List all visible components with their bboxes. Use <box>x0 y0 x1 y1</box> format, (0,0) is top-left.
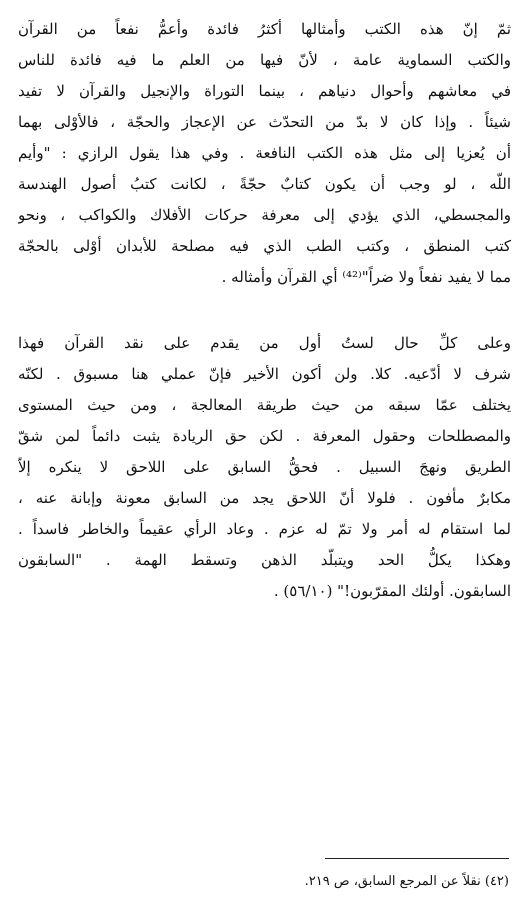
text-line: الطريق ونهجَ السبيل . فحقُّ السابق على اللاحق لا ينكره إلاّ <box>18 458 511 476</box>
paragraph-2 <box>18 328 511 607</box>
text-line: وهكذا يكلُّ الحد ويتبلّد الذهن وتسقط الهمة . "السابقون <box>18 551 511 569</box>
text-line: شرف لا أدّعيه. كلا. ولن أكون الأخير فإنّ عملي هنا مسبوق . لكنّه <box>18 365 511 383</box>
text-line: يختلف عمّا سبقه من حيث طريقة المعالجة ، ومن حيث المستوى <box>18 396 511 414</box>
text-line: السابقون. أولئك المقرّبون!" (٥٦/١٠) . <box>273 582 511 600</box>
text-line: والمجسطي، الذي يؤدي إلى معرفة حركات الأفلاك والكواكب ، ونحو <box>18 206 511 224</box>
text-line: اللّه ، لو وجب أن يكون كتابٌ حجّةً ، لكانت كتبُ أصول الهندسة <box>18 175 511 193</box>
text-line: في معاشهم وأحوال دنياهم ، بينما التوراة والإنجيل والقرآن لا تفيد <box>18 82 511 100</box>
paragraph-1 <box>18 14 511 293</box>
text-line: والمصطلحات وحقول المعرفة . لكن حق الريادة يثبت دائماً لمن شقّ <box>18 427 511 445</box>
text-line: وعلى كلِّ حال لستُ أول من يقدم على نقد القرآن فهذا <box>18 334 511 352</box>
text-line: كتب المنطق ، وكتب الطب الذي فيه مصلحة للأبدان أوْلى بالحجّة <box>18 237 511 255</box>
text-line: والكتب السماوية عامة ، لأنّ فيها من العلم ما فيه فائدة للناس <box>18 51 511 69</box>
text-line: أن يُعزيا إلى مثل هذه الكتب النافعة . وفي هذا يقول الرازي : "وأيم <box>18 144 511 162</box>
text-line: شيئاً . وإذا كان لا بدّ من التحدّث عن الإعجاز والحجّة ، فالأوْلى بهما <box>18 113 511 131</box>
footnote-divider <box>325 858 509 859</box>
text-line: مكابرٌ مأفون . فلولا أنّ اللاحق يجد من السابق معونة وإبانة عنه ، <box>18 489 511 507</box>
text-line: ثمّ إنّ هذه الكتب وأمثالها أكثرُ فائدة وأعمُّ نفعاً من القرآن <box>18 20 511 38</box>
text-line: لما استقام له أمر ولا تمّ له عزم . وعاد الرأي عقيماً والخاطر فاسداً . <box>18 520 511 538</box>
text-line: مما لا يفيد نفعاً ولا ضراً"⁽⁴²⁾ أي القرآن وأمثاله . <box>221 268 511 286</box>
footnote: (٤٢) نقلاً عن المرجع السابق، ص ٢١٩. <box>304 874 509 889</box>
